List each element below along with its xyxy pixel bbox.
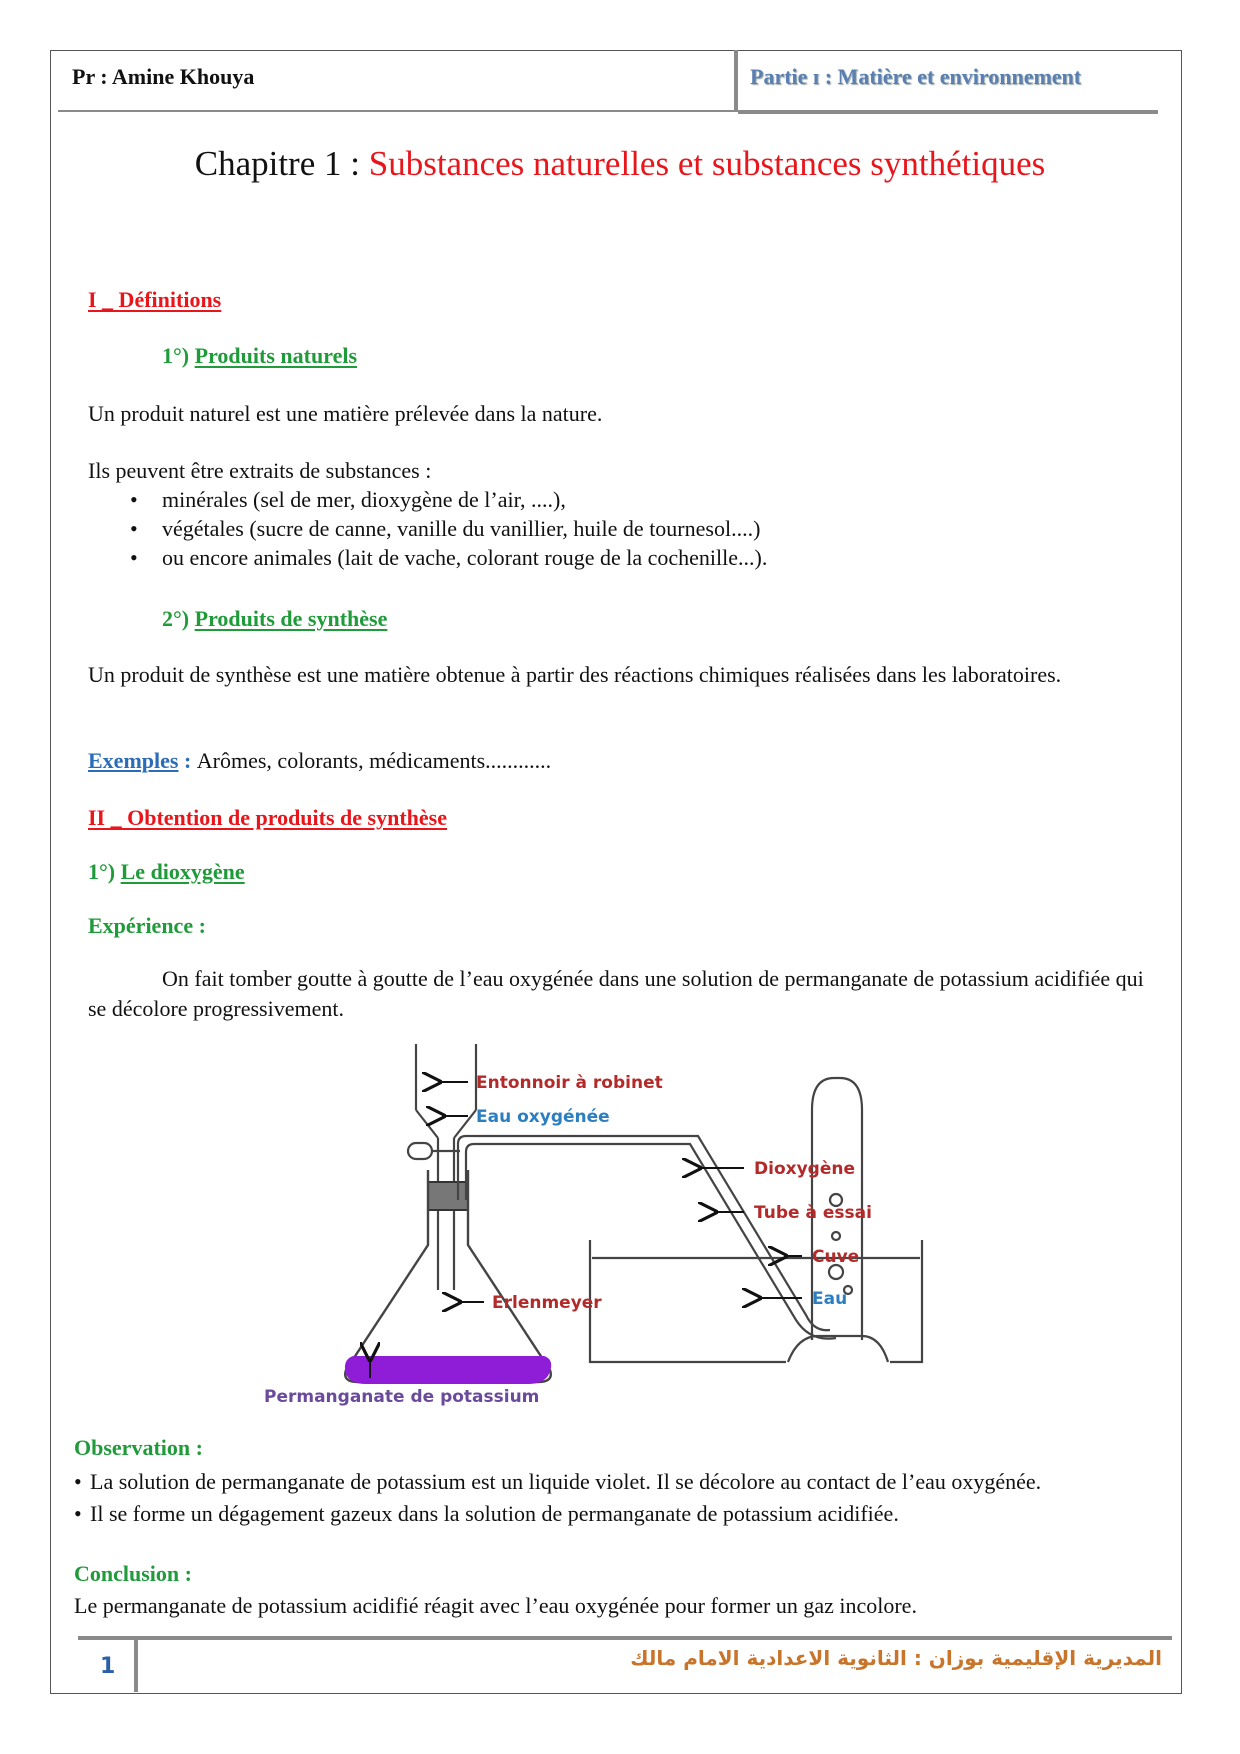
sub-1-number: 1°) <box>162 343 190 368</box>
examples-line <box>88 747 1156 775</box>
footer-school: المديرية الإقليمية بوزان : الثانوية الاعدادية الامام مالك <box>630 1646 1162 1670</box>
author-name: Pr : Amine Khouya <box>72 64 255 89</box>
conclusion-text: Le permanganate de potassium acidifié réagit avec l’eau oxygénée pour former un gaz incolore. <box>74 1593 917 1618</box>
label-eau-oxygenee: Eau oxygénée <box>476 1107 610 1127</box>
substance-list <box>88 485 1156 572</box>
header-divider <box>734 50 738 112</box>
label-tube: Tube à essai <box>754 1203 872 1223</box>
examples-text: Arômes, colorants, médicaments............ <box>196 748 552 773</box>
examples-separator: : <box>178 748 197 773</box>
label-permanganate: Permanganate de potassium <box>264 1387 540 1407</box>
experience-text: On fait tomber goutte à goutte de l’eau oxygénée dans une solution de permanganate de potassium acidifiée qui se décolore progressivement. <box>88 966 1144 1021</box>
sub-2-number: 2°) <box>162 606 190 631</box>
sub-2-title: Produits de synthèse <box>194 606 388 631</box>
observation-list <box>74 1466 1174 1530</box>
section-1-heading <box>88 286 221 314</box>
observation-label: Observation : <box>74 1435 203 1460</box>
list-item: • végétales (sucre de canne, vanille du vanillier, huile de tournesol....) <box>88 514 1156 543</box>
list-item: • minérales (sel de mer, dioxygène de l’air, ....), <box>88 485 1156 514</box>
label-entonnoir: Entonnoir à robinet <box>476 1073 663 1093</box>
conclusion-label: Conclusion : <box>74 1561 192 1586</box>
water-trough <box>590 1240 922 1362</box>
stopper <box>428 1182 468 1210</box>
chapter-main-title: Substances naturelles et substances synthétiques <box>368 144 1046 183</box>
sub-1-title: Produits naturels <box>194 343 358 368</box>
section-2-heading-text: II _ Obtention de produits de synthèse <box>88 805 447 830</box>
label-cuve: Cuve <box>812 1247 860 1267</box>
header <box>50 50 1182 114</box>
label-erlenmeyer: Erlenmeyer <box>492 1293 602 1313</box>
footer-line <box>78 1636 1172 1640</box>
examples-label: Exemples <box>88 748 179 773</box>
label-eau: Eau <box>812 1289 848 1309</box>
header-underline-right <box>738 110 1158 114</box>
header-underline-left <box>58 110 734 112</box>
label-dioxygene: Dioxygène <box>754 1159 855 1179</box>
sub-ii-1-number: 1°) <box>88 859 116 884</box>
page-number: 1 <box>100 1654 116 1679</box>
sub-ii-1-heading <box>88 858 245 886</box>
sub-2-heading <box>162 605 387 633</box>
experiment-diagram <box>258 1040 978 1410</box>
footer-divider <box>134 1640 138 1692</box>
list-item: • ou encore animales (lait de vache, colorant rouge de la cochenille...). <box>88 543 1156 572</box>
section-1-heading-text: I _ Définitions <box>88 287 222 312</box>
chapter-prefix: Chapitre 1 : <box>194 144 369 183</box>
list-item: • Il se forme un dégagement gazeux dans la solution de permanganate de potassium acidifiée. <box>74 1498 1174 1530</box>
part-title: Partie ɪ : Matière et environnement <box>750 64 1082 89</box>
experience-label: Expérience : <box>88 913 206 938</box>
synthetic-product-definition: Un produit de synthèse est une matière obtenue à partir des réactions chimiques réalisées dans les laboratoires. <box>88 662 1062 687</box>
extraction-intro: Ils peuvent être extraits de substances : <box>88 458 432 483</box>
section-2-heading <box>88 804 447 832</box>
sub-ii-1-title: Le dioxygène <box>120 859 245 884</box>
chapter-title <box>0 144 1240 184</box>
sub-1-heading <box>162 342 357 370</box>
permanganate-solution <box>345 1356 551 1384</box>
natural-product-definition: Un produit naturel est une matière prélevée dans la nature. <box>88 401 603 426</box>
list-item: • La solution de permanganate de potassium est un liquide violet. Il se décolore au contact de l’eau oxygénée. <box>74 1466 1174 1498</box>
